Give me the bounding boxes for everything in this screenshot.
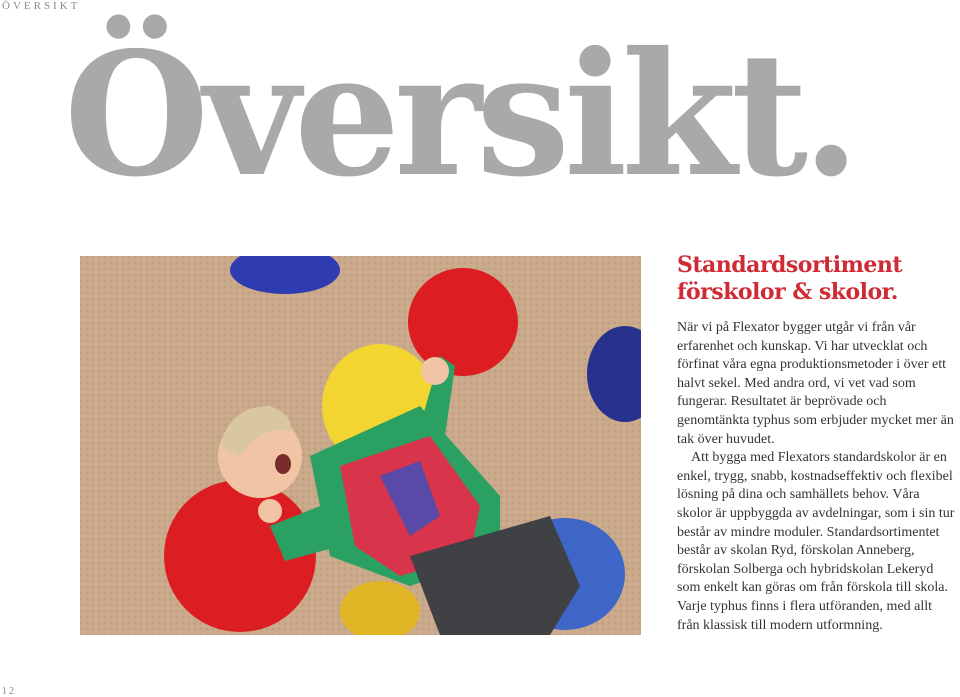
headline-line-1: Standardsortiment <box>677 252 903 278</box>
red-cushion-top-right <box>408 268 518 376</box>
section-headline <box>677 252 957 306</box>
paragraph-2: Att bygga med Flexators standardskolor är en enkel, trygg, snabb, kostnadseffektiv och flexibel lösning på dina och samhällets behov. Våra skolor är uppbyggda av avdelningar, som i sin tur består av mindre moduler. Standardsortimentet består av skolan Ryd, förskolan Anneberg, förskolan Solberga och hybridskolan Lekeryd som enkelt kan göras om från förskola till skola. Varje typhus finns i flera utföranden, med allt från klassisk till modern utformning. <box>677 450 955 633</box>
paragraph-1: När vi på Flexator bygger utgår vi från vår erfarenhet och kunskap. Vi har utvecklat och förfinat våra egna produktionsmetoder i över ett halvt sekel. Med andra ord, vi vet vad som fungerar. Resultatet är beprövade och genomtänkta typhus som erbjuder mycket mer än tak över huvudet. <box>677 320 954 447</box>
headline-line-2: förskolor & skolor. <box>677 279 898 305</box>
body-text <box>677 319 958 635</box>
page-number: 12 <box>2 686 16 697</box>
photo-child-on-cushions <box>80 256 641 635</box>
page-title: Översikt. <box>64 15 855 215</box>
running-head: ÖVERSIKT <box>2 0 81 12</box>
